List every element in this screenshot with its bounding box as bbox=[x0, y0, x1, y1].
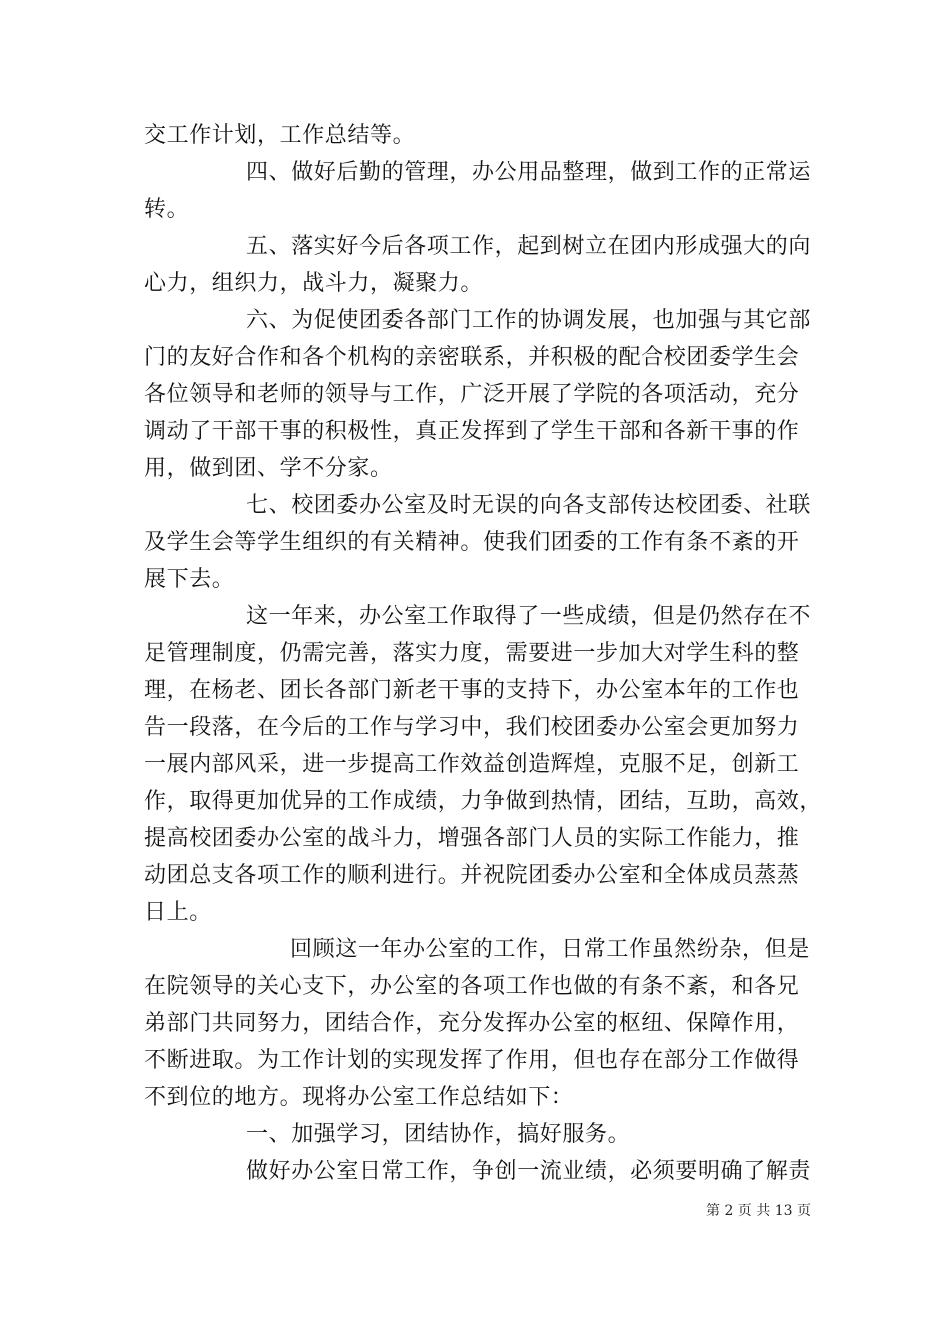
text-line: 用，做到团、学不分家。 bbox=[144, 456, 393, 481]
text-line: 转。 bbox=[144, 197, 190, 222]
text-line: 动团总支各项工作的顺利进行。并祝院团委办公室和全体成员蒸蒸 bbox=[144, 863, 800, 888]
text-line: 调动了干部干事的积极性，真正发挥到了学生干部和各新干事的作 bbox=[144, 419, 800, 444]
text-line: 做好办公室日常工作，争创一流业绩，必须要明确了解责 bbox=[246, 1159, 812, 1184]
text-line: 七、校团委办公室及时无误的向各支部传达校团委、社联 bbox=[246, 493, 812, 518]
text-line: 及学生会等学生组织的有关精神。使我们团委的工作有条不紊的开 bbox=[144, 530, 800, 555]
text-line: 交工作计划，工作总结等。 bbox=[144, 123, 416, 148]
text-line: 门的友好合作和各个机构的亲密联系，并积极的配合校团委学生会 bbox=[144, 345, 800, 370]
text-line: 足管理制度，仍需完善，落实力度，需要进一步加大对学生科的整 bbox=[144, 641, 800, 666]
text-line: 五、落实好今后各项工作，起到树立在团内形成强大的向 bbox=[246, 234, 812, 259]
text-line: 作，取得更加优异的工作成绩，力争做到热情，团结，互助，高效， bbox=[144, 789, 823, 814]
text-line: 告一段落，在今后的工作与学习中，我们校团委办公室会更加努力 bbox=[144, 715, 800, 740]
text-line: 一展内部风采，进一步提高工作效益创造辉煌，克服不足，创新工 bbox=[144, 752, 800, 777]
text-line: 不到位的地方。现将办公室工作总结如下： bbox=[144, 1085, 574, 1110]
text-line: 弟部门共同努力，团结合作，充分发挥办公室的枢纽、保障作用， bbox=[144, 1011, 800, 1036]
text-line: 日上。 bbox=[144, 900, 212, 925]
text-line: 六、为促使团委各部门工作的协调发展，也加强与其它部 bbox=[246, 308, 812, 333]
text-line: 理，在杨老、团长各部门新老干事的支持下，办公室本年的工作也 bbox=[144, 678, 800, 703]
text-line: 心力，组织力，战斗力，凝聚力。 bbox=[144, 271, 484, 296]
text-line: 提高校团委办公室的战斗力，增强各部门人员的实际工作能力，推 bbox=[144, 826, 800, 851]
text-line: 四、做好后勤的管理，办公用品整理，做到工作的正常运 bbox=[246, 160, 812, 185]
text-line: 这一年来，办公室工作取得了一些成绩，但是仍然存在不 bbox=[246, 604, 812, 629]
page-number-footer: 第 2 页 共 13 页 bbox=[706, 1203, 811, 1219]
text-line: 展下去。 bbox=[144, 567, 235, 592]
text-line: 不断进取。为工作计划的实现发挥了作用，但也存在部分工作做得 bbox=[144, 1048, 800, 1073]
text-line: 各位领导和老师的领导与工作，广泛开展了学院的各项活动，充分 bbox=[144, 382, 800, 407]
text-line: 回顾这一年办公室的工作，日常工作虽然纷杂，但是 bbox=[290, 937, 810, 962]
text-line: 一、加强学习，团结协作，搞好服务。 bbox=[246, 1122, 631, 1147]
text-line: 在院领导的关心支下，办公室的各项工作也做的有条不紊，和各兄 bbox=[144, 974, 800, 999]
